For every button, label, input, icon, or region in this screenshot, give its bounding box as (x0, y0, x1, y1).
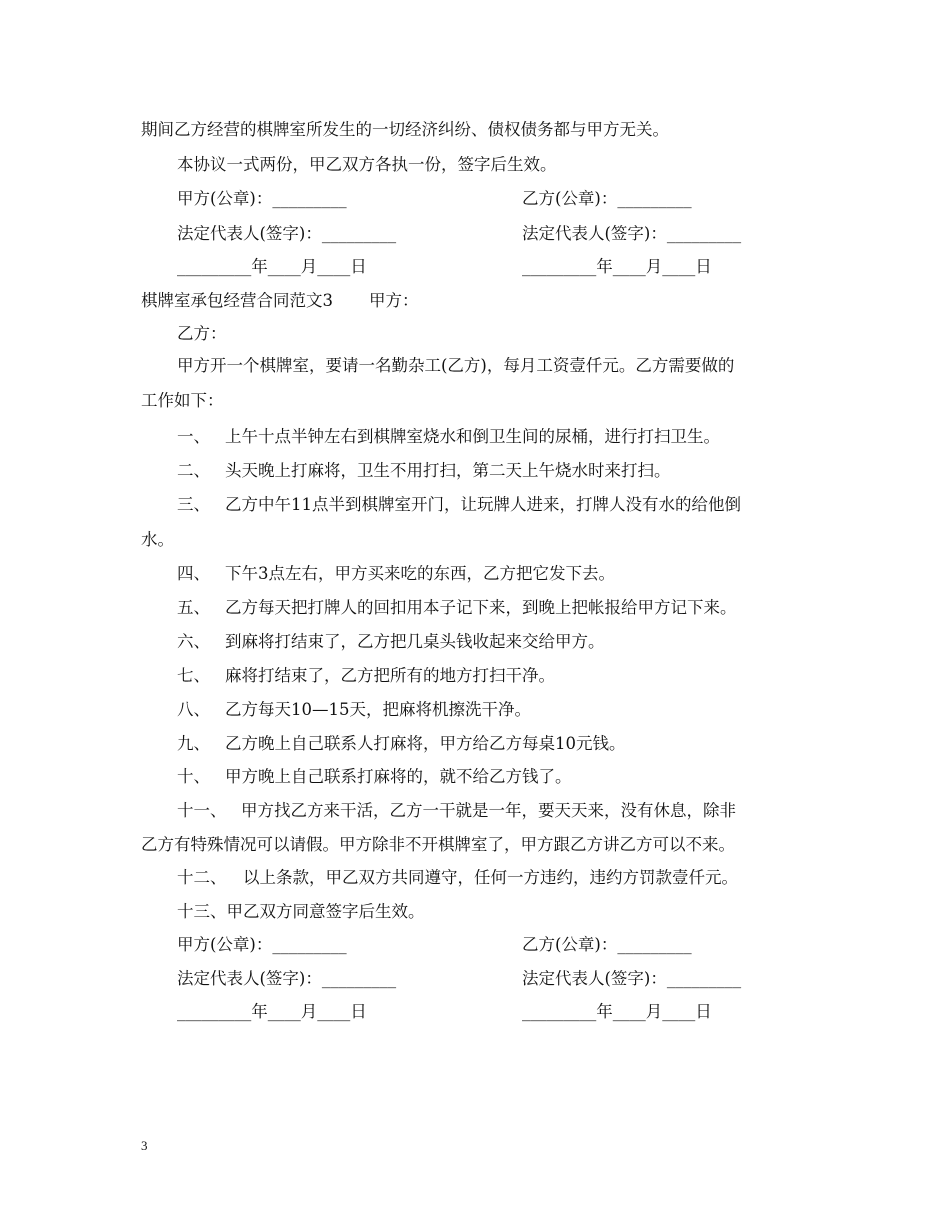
sign2-rep-a: 法定代表人(签字)：_________ (177, 969, 397, 988)
item-text: 乙方晚上自己联系人打麻将，甲方给乙方每桌10元钱。 (225, 734, 626, 753)
intro-line-2: 本协议一式两份，甲乙双方各执一份，签字后生效。 (177, 155, 557, 174)
contract3-title-line (141, 290, 419, 312)
sign2-party-a-seal: 甲方(公章)：_________ (177, 935, 347, 954)
item-number: 六、 (177, 632, 210, 651)
item-number: 四、 (177, 564, 210, 583)
item-number: 九、 (177, 734, 210, 753)
item-number: 十二、 (177, 868, 227, 887)
sign1-rep-a: 法定代表人(签字)：_________ (177, 224, 397, 243)
item-number: 七、 (177, 666, 210, 685)
item-text: 麻将打结束了，乙方把所有的地方打扫干净。 (225, 666, 555, 685)
sign1-date-b: _________年____月____日 (522, 257, 712, 276)
sign2-rep-b: 法定代表人(签字)：_________ (522, 969, 742, 988)
contract3-title: 棋牌室承包经营合同范文3 (141, 291, 333, 310)
contract3-party-b: 乙方： (177, 324, 227, 343)
list-item (177, 699, 531, 721)
item-text: 头天晚上打麻将，卫生不用打扫，第二天上午烧水时来打扫。 (225, 461, 671, 480)
item-text: 甲方晚上自己联系打麻将的，就不给乙方钱了。 (225, 767, 572, 786)
sign2-date-a: _________年____月____日 (177, 1002, 367, 1021)
item-number: 五、 (177, 598, 210, 617)
item-number: 十一、 (177, 801, 227, 820)
item-text: 乙方中午11点半到棋牌室开门，让玩牌人进来，打牌人没有水的给他倒 (225, 495, 741, 514)
page-number: 3 (141, 1138, 148, 1153)
para1-line-2: 工作如下： (141, 391, 224, 410)
list-item-continuation: 水。 (141, 530, 174, 549)
item-text: 乙方每天10—15天，把麻将机擦洗干净。 (225, 700, 531, 719)
item-number: 三、 (177, 495, 210, 514)
intro-line-1: 期间乙方经营的棋牌室所发生的一切经济纠纷、债权债务都与甲方无关。 (141, 120, 669, 139)
item-number: 八、 (177, 700, 210, 719)
list-item (177, 563, 615, 585)
contract3-party-a: 甲方： (369, 291, 419, 310)
item-text: 甲方找乙方来干活，乙方一干就是一年，要天天来，没有休息，除非 (241, 801, 736, 820)
sign1-date-a: _________年____月____日 (177, 257, 367, 276)
item-text: 下午3点左右，甲方买来吃的东西，乙方把它发下去。 (225, 564, 615, 583)
item-text: 上午十点半钟左右到棋牌室烧水和倒卫生间的尿桶，进行打扫卫生。 (225, 427, 720, 446)
list-item (177, 867, 738, 889)
list-item (177, 901, 425, 923)
sign1-party-b-seal: 乙方(公章)：_________ (522, 189, 692, 208)
list-item (177, 665, 555, 687)
item-text: 乙方每天把打牌人的回扣用本子记下来，到晚上把帐报给甲方记下来。 (225, 598, 737, 617)
item-text: 以上条款，甲乙双方共同遵守，任何一方违约，违约方罚款壹仟元。 (243, 868, 738, 887)
item-number: 二、 (177, 461, 210, 480)
sign1-party-a-seal: 甲方(公章)：_________ (177, 189, 347, 208)
item-text: 到麻将打结束了，乙方把几桌头钱收起来交给甲方。 (225, 632, 605, 651)
list-item (177, 766, 572, 788)
list-item (177, 597, 737, 619)
item-text: 十三、甲乙双方同意签字后生效。 (177, 902, 425, 921)
sign1-rep-b: 法定代表人(签字)：_________ (522, 224, 742, 243)
list-item (177, 631, 605, 653)
item-number: 一、 (177, 427, 210, 446)
list-item (177, 800, 736, 822)
list-item (177, 426, 720, 448)
list-item (177, 460, 671, 482)
item-number: 十、 (177, 767, 210, 786)
list-item-continuation: 乙方有特殊情况可以请假。甲方除非不开棋牌室了，甲方跟乙方讲乙方可以不来。 (141, 835, 735, 854)
sign2-party-b-seal: 乙方(公章)：_________ (522, 935, 692, 954)
list-item (177, 733, 626, 755)
para1-line-1: 甲方开一个棋牌室，要请一名勤杂工(乙方)，每月工资壹仟元。乙方需要做的 (177, 356, 735, 375)
list-item (177, 494, 741, 516)
sign2-date-b: _________年____月____日 (522, 1002, 712, 1021)
